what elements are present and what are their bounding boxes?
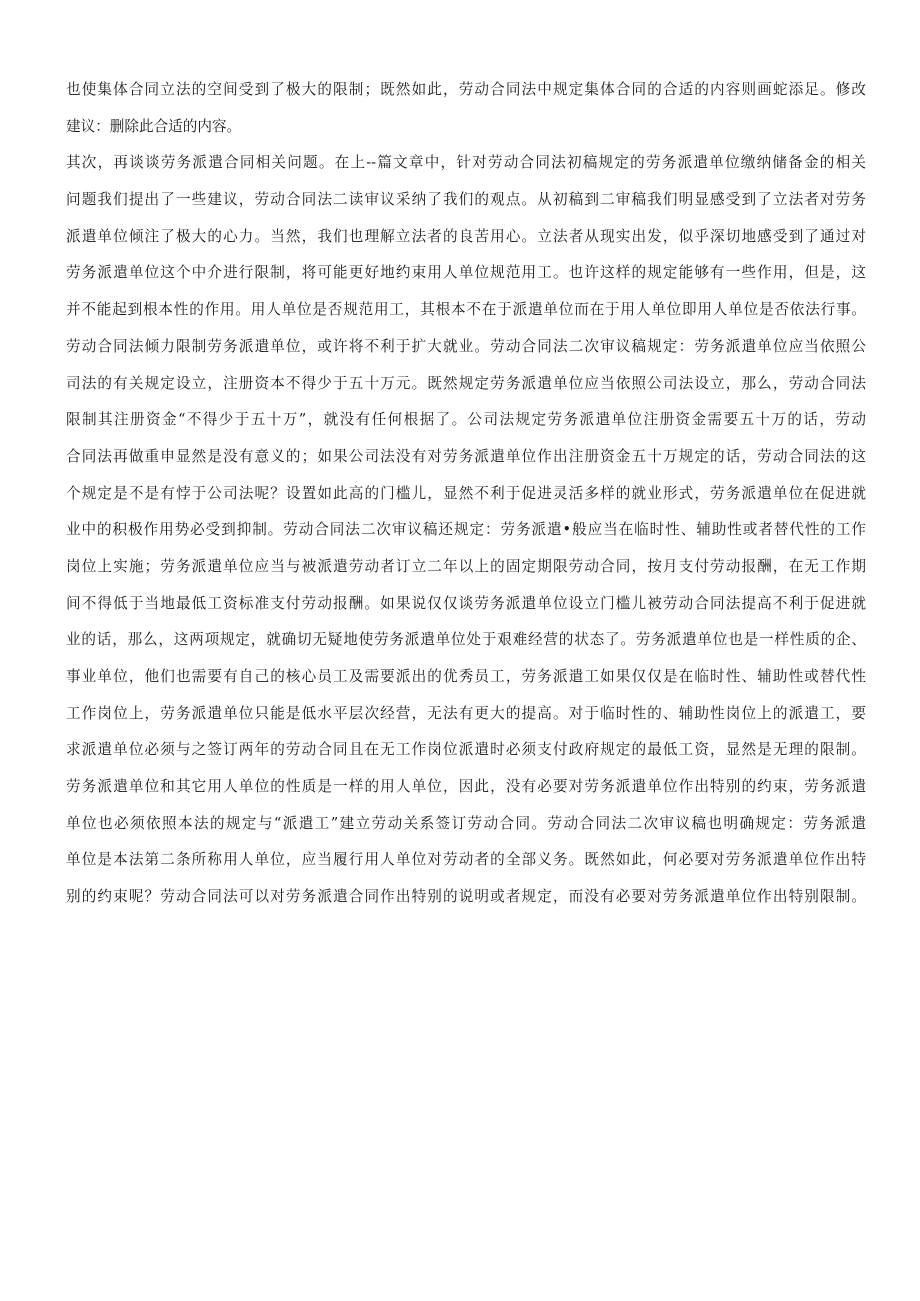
text-line: 也使集体合同立法的空间受到了极大的限制；既然如此，劳动合同法中规定集体合同的合适的内容则画蛇添足。修改: [66, 81, 866, 98]
text-line: 个规定是不是有悖于公司法呢？设置如此高的门槛儿，显然不利于促进灵活多样的就业形式，劳务派遣单位在促进就: [66, 484, 866, 502]
text-line: 限制其注册资金“不得少于五十万”，就没有任何根据了。公司法规定劳务派遣单位注册资金需要五十万的话，劳动: [66, 411, 866, 429]
text-line: 事业单位，他们也需要有自己的核心员工及需要派出的优秀员工，劳务派遣工如果仅仅是在临时性、辅助性或替代性: [66, 668, 866, 685]
text-line: 问题我们提出了一些建议，劳动合同法二读审议采纳了我们的观点。从初稿到二审稿我们明显感受到了立法者对劳务: [66, 191, 866, 209]
text-line: 单位也必须依照本法的规定与“派遣工”建立劳动关系签订劳动合同。劳动合同法二次审议稿也明确规定：劳务派遣: [66, 814, 866, 832]
text-line: 业的话，那么，这两项规定，就确切无疑地使劳务派遣单位处于艰难经营的状态了。劳务派遣单位也是一样性质的企、: [66, 631, 866, 649]
text-line: 工作岗位上，劳务派遣单位只能是低水平层次经营，无法有更大的提高。对于临时性的、辅助性岗位上的派遣工，要: [66, 704, 866, 722]
text-line: 派遣单位倾注了极大的心力。当然，我们也理解立法者的良苦用心。立法者从现实出发，似乎深切地感受到了通过对: [66, 227, 866, 245]
text-line: 建议：删除此合适的内容。: [66, 117, 242, 135]
body-text: [66, 72, 866, 916]
text-line: 劳务派遣单位和其它用人单位的性质是一样的用人单位，因此，没有必要对劳务派遣单位作出特别的约束，劳务派遣: [66, 778, 866, 796]
text-line: 业中的积极作用势必受到抑制。劳动合同法二次审议稿还规定：劳务派遣•般应当在临时性、辅助性或者替代性的工作: [66, 521, 866, 539]
text-line: 求派遣单位必须与之签订两年的劳动合同且在无工作岗位派遣时必须支付政府规定的最低工资，显然是无理的限制。: [66, 741, 866, 759]
text-line: 间不得低于当地最低工资标准支付劳动报酬。如果说仅仅谈劳务派遣单位设立门槛儿被劳动合同法提高不利于促进就: [66, 594, 866, 612]
text-line: 单位是本法第二条所称用人单位，应当履行用人单位对劳动者的全部义务。既然如此，何必要对劳务派遣单位作出特: [66, 851, 866, 869]
text-line: 其次，再谈谈劳务派遣合同相关问题。在上--篇文章中，针对劳动合同法初稿规定的劳务派遣单位缴纳储备金的相关: [66, 154, 866, 172]
text-line: 合同法再做重申显然是没有意义的；如果公司法没有对劳务派遣单位作出注册资金五十万规定的话，劳动合同法的这: [66, 447, 866, 465]
text-line: 岗位上实施；劳务派遣单位应当与被派遣劳动者订立二年以上的固定期限劳动合同，按月支付劳动报酬，在无工作期: [66, 557, 866, 575]
text-line: 劳动合同法倾力限制劳务派遣单位，或许将不利于扩大就业。劳动合同法二次审议稿规定：劳务派遣单位应当依照公: [66, 337, 866, 355]
text-line: 司法的有关规定设立，注册资本不得少于五十万元。既然规定劳务派遣单位应当依照公司法设立，那么，劳动合同法: [66, 374, 866, 392]
text-line: 劳务派遣单位这个中介进行限制，将可能更好地约束用人单位规范用工。也许这样的规定能够有一些作用，但是，这: [66, 264, 866, 282]
text-line: 别的约束呢？劳动合同法可以对劳务派遣合同作出特别的说明或者规定，而没有必要对劳务派遣单位作出特别限制。: [66, 888, 866, 906]
text-line: 并不能起到根本性的作用。用人单位是否规范用工，其根本不在于派遣单位而在于用人单位即用人单位是否依法行事。: [66, 301, 866, 319]
